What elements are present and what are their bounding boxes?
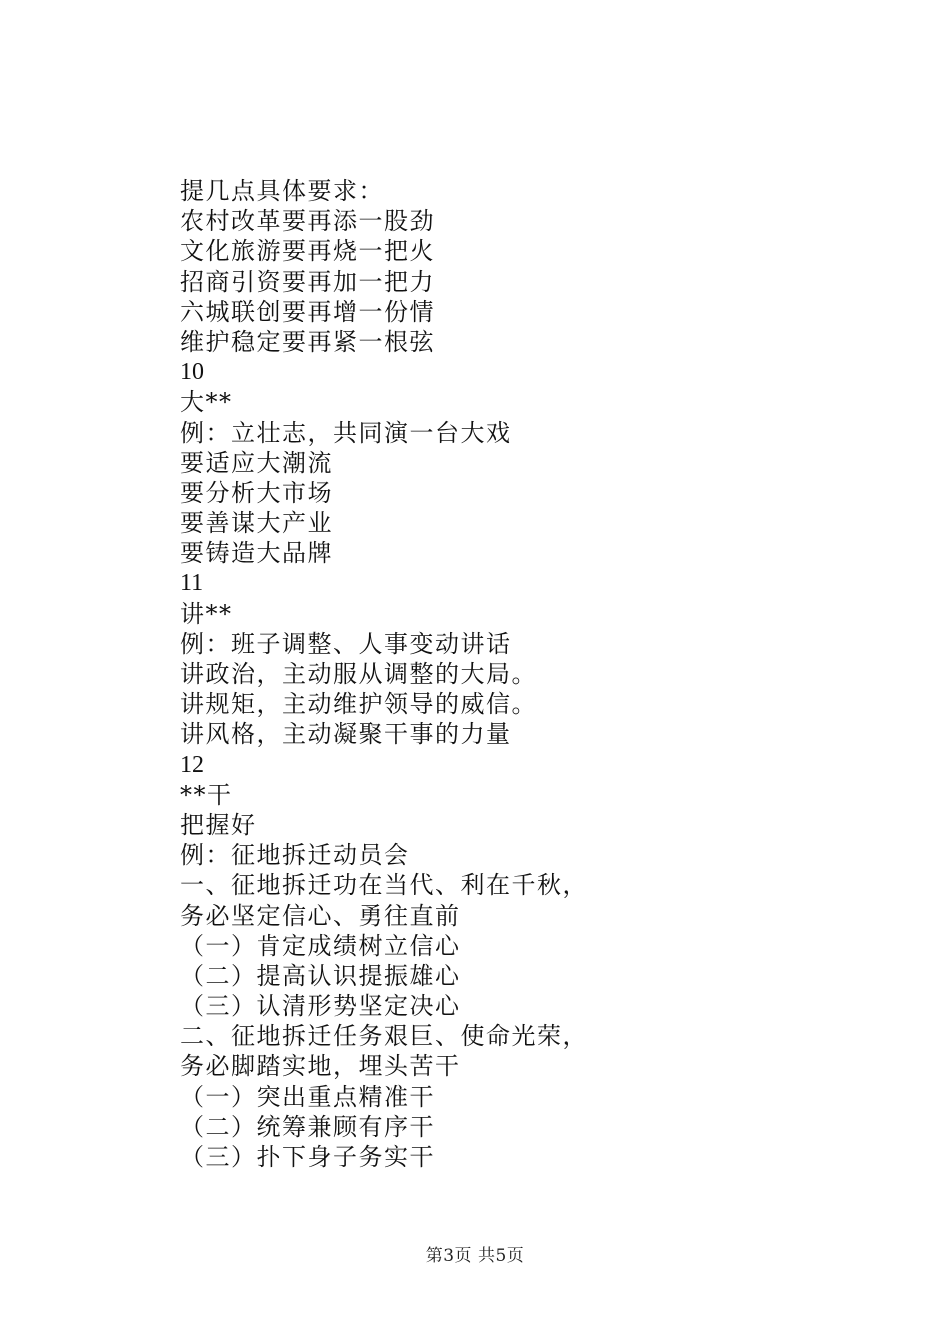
- section-heading: 大**: [180, 388, 233, 417]
- text-line: 讲规矩，主动维护领导的威信。: [180, 690, 537, 719]
- page-footer: 第3页 共5页: [425, 1246, 525, 1266]
- text-line: 要分析大市场: [180, 478, 333, 507]
- text-line: 文化旅游要再烧一把火: [180, 237, 435, 266]
- text-line: 讲政治，主动服从调整的大局。: [180, 660, 537, 688]
- text-line: 二、征地拆迁任务艰巨、使命光荣，: [180, 1022, 588, 1051]
- text-line: 务必坚定信心、勇往直前: [180, 901, 461, 930]
- text-line: （三）扑下身子务实干: [180, 1143, 435, 1171]
- text-line: （二）提高认识提振雄心: [180, 961, 461, 990]
- text-line: 农村改革要再添一股劲: [180, 207, 435, 236]
- text-line: （三）认清形势坚定决心: [180, 992, 461, 1021]
- section-heading: **干: [180, 780, 233, 809]
- section-number: 12: [180, 751, 204, 778]
- text-line: 例：征地拆迁动员会: [180, 841, 410, 870]
- text-line: （一）肯定成绩树立信心: [180, 931, 461, 960]
- text-line: 务必脚踏实地，埋头苦干: [180, 1052, 461, 1081]
- text-line: 要适应大潮流: [180, 448, 333, 477]
- text-line: （一）突出重点精准干: [180, 1082, 435, 1111]
- text-line: 要善谋大产业: [180, 509, 333, 538]
- text-line: 提几点具体要求：: [180, 177, 384, 205]
- section-number: 10: [180, 359, 204, 386]
- text-line: 要铸造大品牌: [180, 539, 333, 568]
- text-line: 维护稳定要再紧一根弦: [180, 327, 435, 356]
- section-number: 11: [180, 570, 204, 597]
- section-heading: 讲**: [180, 599, 233, 628]
- text-line: 例：班子调整、人事变动讲话: [180, 629, 512, 658]
- text-line: 六城联创要再增一份情: [180, 297, 435, 326]
- text-line: （二）统筹兼顾有序干: [180, 1112, 435, 1141]
- text-line: 把握好: [180, 810, 257, 839]
- document-body: [180, 176, 860, 1172]
- text-line: 例：立壮志，共同演一台大戏: [180, 418, 512, 447]
- text-line: 一、征地拆迁功在当代、利在千秋，: [180, 871, 588, 900]
- text-line: 讲风格，主动凝聚干事的力量: [180, 720, 512, 749]
- text-line: 招商引资要再加一把力: [180, 267, 435, 296]
